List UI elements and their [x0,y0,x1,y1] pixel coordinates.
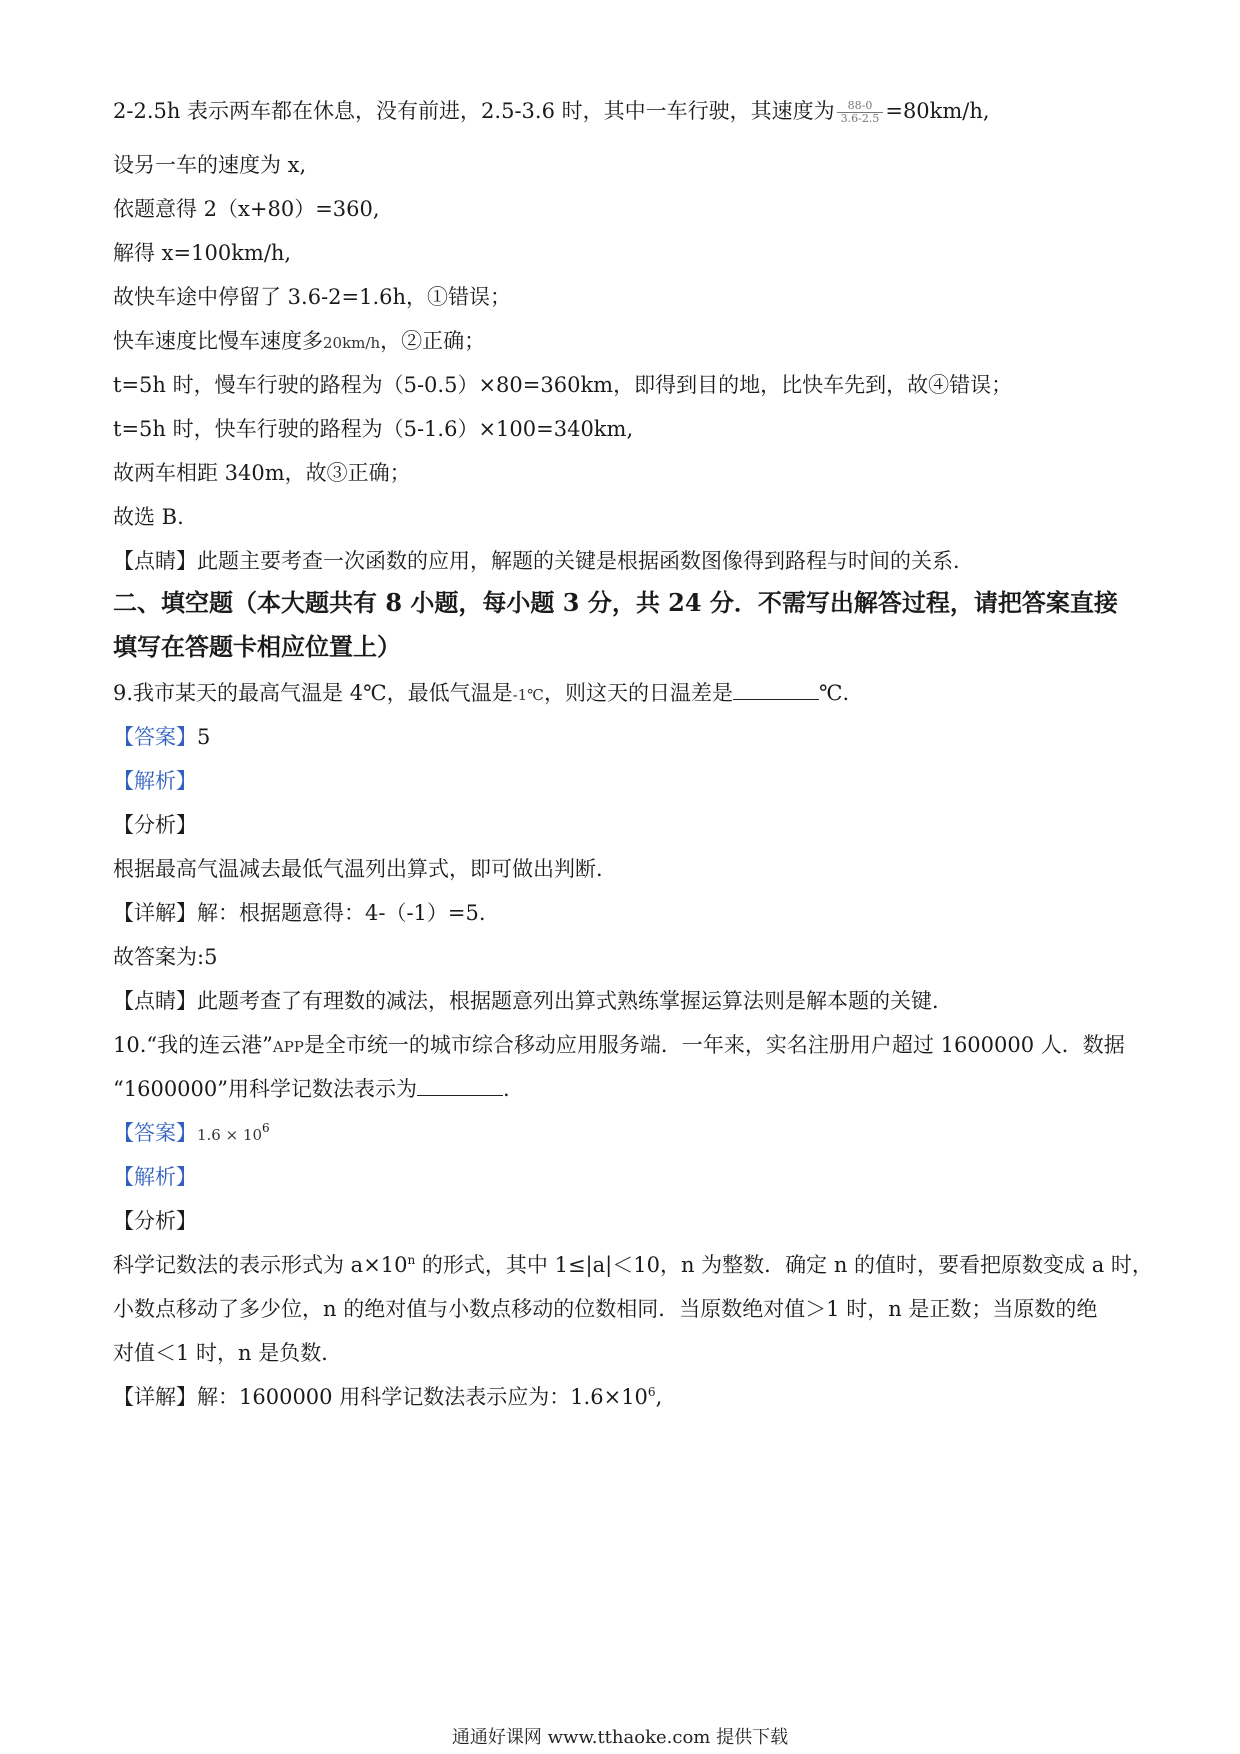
fenxi-text-1: 科学记数法的表示形式为 a×10 [113,1253,408,1277]
dianjing-tag: 【点睛】 [113,549,197,573]
q9-fenxi-text: 根据最高气温减去最低气温列出算式，即可做出判断． [113,857,617,881]
answer-blank [733,679,819,700]
question-10-text-2: 是全市统一的城市综合移动应用服务端．一年来，实名注册用户超过 1600000 人．数据 [303,1033,1125,1057]
dianjing-line-1 [113,546,1133,576]
text-line-2: 设另一车的速度为 x, [113,153,307,177]
question-9-text: 9.我市某天的最高气温是 4℃，最低气温是 [113,681,513,705]
text-line-10: 故选 B. [113,505,184,529]
section-title-line-2: 填写在答题卡相应位置上） [113,632,401,661]
answer-blank [417,1075,503,1096]
dianjing-text: 此题考查了有理数的减法，根据题意列出算式熟练掌握运算法则是解本题的关键． [197,989,953,1013]
text-line-3: 依题意得 2（x+80）=360, [113,197,380,221]
line-1-result: =80km/h, [885,99,990,123]
question-9-text-2: ，则这天的日温差是 [543,681,733,705]
line-6-text: 快车速度比慢车速度多 [113,329,323,353]
q10-answer-line [113,1118,1133,1150]
fraction-numerator: 88-0 [837,100,884,113]
question-9-unit: ℃. [818,681,850,705]
q10-answer-exponent: 6 [262,1121,270,1135]
q9-xiangjie-line [113,898,1133,928]
question-10-line-1 [113,1030,1133,1062]
xiangjie-tag: 【详解】 [113,1385,197,1409]
fenxi-exponent: n [407,1253,416,1267]
q9-answer-value: 5 [197,725,211,749]
q10-fenxi-tag: 【分析】 [113,1209,197,1233]
xiangjie-text: 解：1600000 用科学记数法表示应为：1.6×10 [197,1385,648,1409]
q9-final-answer: 故答案为:5 [113,945,218,969]
text-line-5: 故快车途中停留了 3.6-2=1.6h，①错误； [113,285,512,309]
speed-fraction [837,100,884,125]
q10-answer-base: 1.6 × 10 [197,1126,263,1144]
fenxi-text-1b: 的形式，其中 1≤|a|＜10，n 为整数．确定 n 的值时，要看把原数变成 a 时， [415,1253,1153,1277]
line-6-speed: 20km/h [323,334,381,352]
line-6-tail: ，②正确； [380,329,486,353]
line-1-text: 2-2.5h 表示两车都在休息，没有前进，2.5-3.6 时，其中一车行驶，其速度为 [113,99,835,123]
question-10-text-3: “1600000”用科学记数法表示为 [113,1077,417,1101]
answer-tag: 【答案】 [113,725,197,749]
section-title-line-1: 二、填空题（本大题共有 8 小题，每小题 3 分，共 24 分．不需写出解答过程，请把答案直接 [113,588,1118,617]
q9-answer-line [113,722,1133,752]
text-line-1 [113,96,1133,126]
dianjing-text: 此题主要考查一次函数的应用，解题的关键是根据函数图像得到路程与时间的关系． [197,549,974,573]
text-line-8: t=5h 时，快车行驶的路程为（5-1.6）×100=340km, [113,417,634,441]
text-line-6 [113,326,1133,358]
question-10-period: . [503,1077,510,1101]
answer-tag: 【答案】 [113,1121,197,1145]
q9-fenxi-tag: 【分析】 [113,813,197,837]
q10-fenxi-line-3: 对值＜1 时，n 是负数． [113,1341,343,1365]
q10-xiangjie-line [113,1382,1133,1412]
question-10-line-2 [113,1074,1133,1104]
xiangjie-tag: 【详解】 [113,901,197,925]
page-footer: 通通好课网 www.tthaoke.com 提供下载 [451,1727,789,1748]
text-line-7: t=5h 时，慢车行驶的路程为（5-0.5）×80=360km，即得到目的地，比快车先到，故④错误； [113,373,1013,397]
q10-fenxi-line-2: 小数点移动了多少位，n 的绝对值与小数点移动的位数相同．当原数绝对值＞1 时，n 是正数；当原数的绝 [113,1297,1098,1321]
q10-fenxi-line-1 [113,1250,1153,1280]
q9-jiexi-tag: 【解析】 [113,769,197,793]
fraction-denominator: 3.6-2.5 [840,112,880,125]
xiangjie-exponent: 6 [647,1385,656,1399]
text-line-9: 故两车相距 340m，故③正确； [113,461,411,485]
question-10-text: 10.“我的连云港” [113,1033,273,1057]
xiangjie-text: 解：根据题意得：4-（-1）=5. [197,901,486,925]
dianjing-tag: 【点睛】 [113,989,197,1013]
q10-jiexi-tag: 【解析】 [113,1165,197,1189]
text-line-4: 解得 x=100km/h, [113,241,292,265]
q9-dianjing-line [113,986,1133,1016]
question-10-app: APP [272,1038,304,1056]
xiangjie-comma: , [655,1385,663,1409]
question-9 [113,678,1133,710]
question-9-low-temp: -1℃ [512,686,544,704]
